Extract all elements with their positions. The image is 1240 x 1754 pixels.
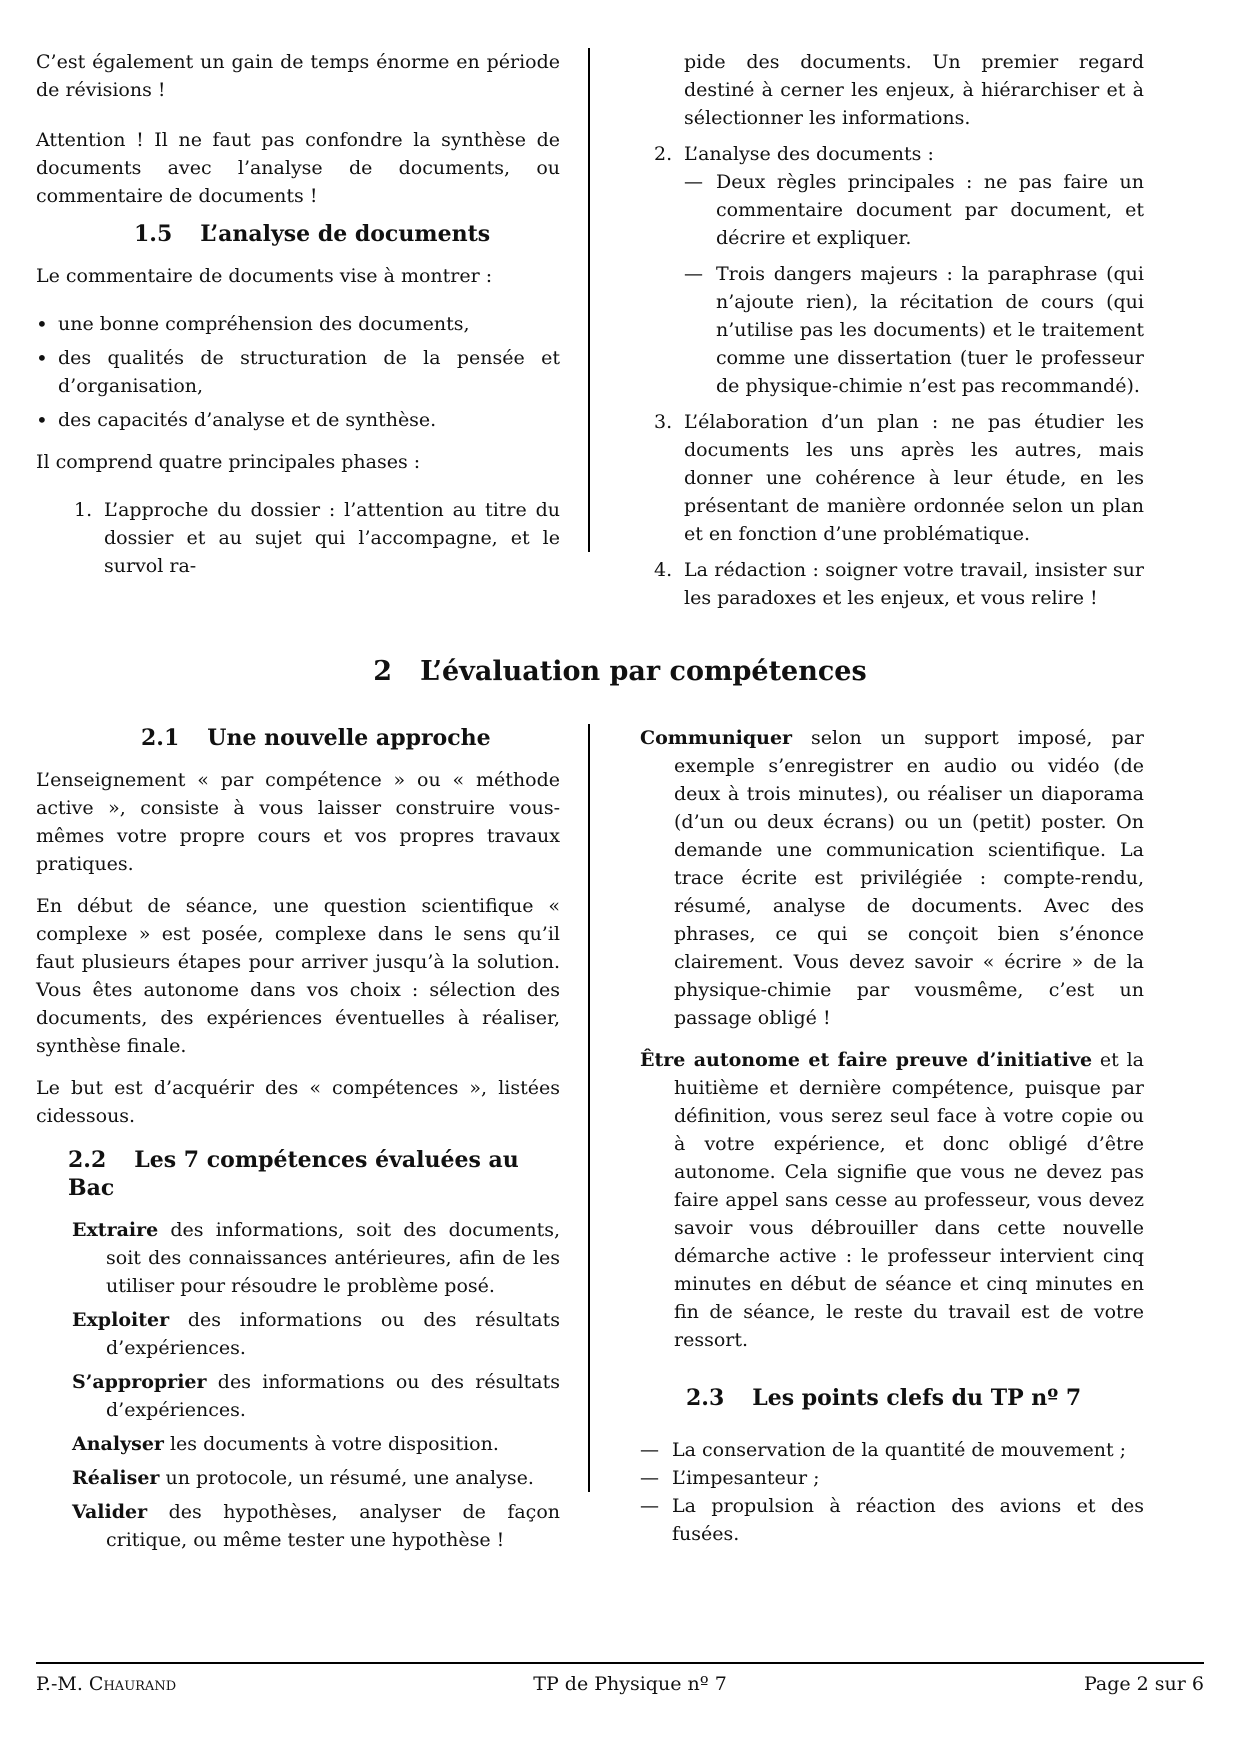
phase-list-continued: [652, 48, 1144, 132]
keypoints-list: [640, 1436, 1144, 1548]
skill-item: [72, 1430, 560, 1458]
top-left-column: [36, 48, 590, 577]
skill-term: Valider: [72, 1501, 148, 1523]
keypoint-text: La propulsion à réaction des avions et des fusées.: [672, 1495, 1144, 1545]
skills-list: [36, 1216, 560, 1554]
phase-item-1: [36, 496, 560, 580]
subsection-number: 2.3: [686, 1385, 725, 1411]
skill-desc: les documents à votre disposition.: [169, 1433, 499, 1455]
subsection-number: 2.2: [68, 1147, 107, 1173]
skill-desc: des hypothèses, analyser de façon critique, ou même tester une hypothèse !: [106, 1501, 561, 1551]
subsection-number: 1.5: [134, 221, 173, 247]
skill-desc: un protocole, un résumé, une analyse.: [165, 1467, 534, 1489]
phase-number: 2.: [654, 143, 673, 165]
skill-item: [72, 1216, 560, 1300]
keypoint-item: [640, 1436, 1144, 1464]
warning-paragraph: Attention ! Il ne faut pas confondre la synthèse de documents avec l’analyse de documents, ou commentaire de documents !: [36, 129, 560, 207]
subsection-title: Une nouvelle approche: [207, 725, 491, 751]
skill-desc: des informations, soit des documents, soit des connaissances antérieures, afin de les utiliser pour résoudre le problème posé.: [106, 1219, 560, 1297]
phase-number: 1.: [74, 499, 93, 521]
subsection-heading-2-2: [36, 1146, 560, 1202]
bottom-columns: [36, 724, 1204, 1551]
approach-paragraph-3: Le but est d’acquérir des « compétences », listées cidessous.: [36, 1077, 560, 1127]
skill-desc: des informations ou des résultats d’expériences.: [106, 1371, 560, 1421]
dash-item-text: Trois dangers majeurs : la paraphrase (qui n’ajoute rien), la récitation de cours (qui n’utilise pas les documents) et le traitement comme une dissertation (tuer le professeur de physique-chimie n’est pas recommandé).: [716, 263, 1144, 397]
footer-page-number: Page 2 sur 6: [1083, 1673, 1204, 1695]
skill-item: [72, 1464, 560, 1492]
phase-item-1-continued: [652, 48, 1144, 132]
bullet-item: • une bonne compréhension des documents,: [36, 310, 560, 338]
skill-term: Réaliser: [72, 1467, 160, 1489]
dash-mark: —: [640, 1495, 659, 1517]
keypoint-text: L’impesanteur ;: [672, 1467, 820, 1489]
subsection-heading-2-1: [36, 724, 560, 752]
approach-paragraph-2: En début de séance, une question scientifique « complexe » est posée, complexe dans le sens qu’il faut plusieurs étapes pour arriver jusqu’à la solution. Vous êtes autonome dans vos choix : sélection des documents, des expériences éventuelles à réaliser, synthèse finale.: [36, 895, 560, 1057]
dash-mark: —: [640, 1439, 659, 1461]
dash-item-text: Deux règles principales : ne pas faire un commentaire document par document, et décrire et expliquer.: [716, 171, 1144, 249]
phase-number: 3.: [654, 411, 673, 433]
subsection-heading-2-3: [640, 1384, 1144, 1412]
section-heading-2: [0, 654, 1240, 690]
subsection-heading-1-5: [36, 220, 560, 248]
bottom-left-column: [36, 724, 590, 1551]
subsection-title: L’analyse de documents: [200, 221, 491, 247]
bullet-item: • des capacités d’analyse et de synthèse.: [36, 406, 560, 434]
skill-desc: selon un support imposé, par exemple s’enregistrer en audio ou vidéo (de deux à trois minutes), ou réaliser un diaporama (d’un ou deux écrans) ou un (petit) poster. On demande une communication scientifique. La trace écrite est privilégiée : compte-rendu, résumé, analyse de documents. Avec des phrases, ce qui se conçoit bien s’énonce clairement. Vous devez savoir « écrire » de la physique-chimie par vousmême, c’est un passage obligé !: [674, 727, 1144, 1029]
dash-mark: —: [684, 171, 703, 193]
intro-paragraph: C’est également un gain de temps énorme en période de révisions !: [36, 51, 560, 101]
top-right-column: [590, 48, 1144, 609]
phase-text: L’élaboration d’un plan : ne pas étudier les documents les uns après les autres, mais donner une cohérence à leur étude, en les présentant de manière ordonnée selon un plan et en fonction d’une problématique.: [684, 411, 1144, 545]
keypoint-item: [640, 1464, 1144, 1492]
skill-item: [640, 724, 1144, 1032]
subsection-title: Les points clefs du TP nº 7: [752, 1385, 1082, 1411]
skill-term: Exploiter: [72, 1309, 170, 1331]
skill-term: Analyser: [72, 1433, 164, 1455]
dash-item: [684, 168, 1144, 252]
section-title: L’évaluation par compétences: [420, 656, 867, 687]
phase-text: La rédaction : soigner votre travail, insister sur les paradoxes et les enjeux, et vous relire !: [684, 559, 1144, 609]
skill-term: Extraire: [72, 1219, 159, 1241]
skills-list-continued: [640, 724, 1144, 1354]
bullet-item: • des qualités de structuration de la pensée et d’organisation,: [36, 344, 560, 400]
keypoint-text: La conservation de la quantité de mouvement ;: [672, 1439, 1127, 1461]
keypoint-item: [640, 1492, 1144, 1548]
skill-desc: et la huitième et dernière compétence, puisque par définition, vous serez seul face à votre copie ou à votre expérience, et donc obligé d’être autonome. Cela signifie que vous ne devez pas faire appel sans cesse au professeur, vous devez savoir vous débrouiller dans cette nouvelle démarche active : le professeur intervient cinq minutes en début de séance et cinq minutes en fin de séance, le reste du travail est de votre ressort.: [674, 1049, 1144, 1351]
phase-text: L’approche du dossier : l’attention au titre du dossier et au sujet qui l’accompagne, et le survol ra-: [104, 499, 560, 577]
skill-desc: des informations ou des résultats d’expériences.: [106, 1309, 560, 1359]
lead-paragraph: Le commentaire de documents vise à montrer :: [36, 265, 493, 287]
phases-lead: Il comprend quatre principales phases :: [36, 451, 421, 473]
subsection-number: 2.1: [141, 725, 180, 751]
footer-rule: [36, 1662, 1204, 1664]
phase-list-start: [36, 496, 560, 580]
phase-list-rest: [616, 140, 1144, 612]
skill-item: [72, 1306, 560, 1362]
skill-term: Communiquer: [640, 727, 793, 749]
subsection-title: Les 7 compétences évaluées au Bac: [68, 1147, 519, 1201]
page-footer: [36, 1670, 1204, 1698]
phase-2-sublist: [684, 168, 1144, 400]
skill-item: [72, 1498, 560, 1554]
footer-title: TP de Physique nº 7: [533, 1673, 727, 1695]
skill-item: [72, 1368, 560, 1424]
phase-item-2: [616, 140, 1144, 400]
phase-text: L’analyse des documents :: [684, 143, 934, 165]
bullet-list: [36, 310, 560, 434]
bottom-right-column: [590, 724, 1144, 1545]
skill-term: S’approprier: [72, 1371, 207, 1393]
dash-mark: —: [684, 263, 703, 285]
top-columns: [36, 48, 1204, 609]
phase-item-4: [616, 556, 1144, 612]
dash-item: [684, 260, 1144, 400]
skill-item: [640, 1046, 1144, 1354]
section-number: 2: [373, 656, 393, 687]
footer-author: P.-M. Chaurand: [36, 1673, 177, 1695]
phase-item-3: [616, 408, 1144, 548]
skill-term: Être autonome et faire preuve d’initiative: [640, 1049, 1093, 1071]
phase-text: pide des documents. Un premier regard destiné à cerner les enjeux, à hiérarchiser et à sélectionner les informations.: [684, 51, 1144, 129]
dash-mark: —: [640, 1467, 659, 1489]
approach-paragraph-1: L’enseignement « par compétence » ou « méthode active », consiste à vous laisser construire vous-mêmes votre propre cours et vos propres travaux pratiques.: [36, 769, 560, 875]
phase-number: 4.: [654, 559, 673, 581]
